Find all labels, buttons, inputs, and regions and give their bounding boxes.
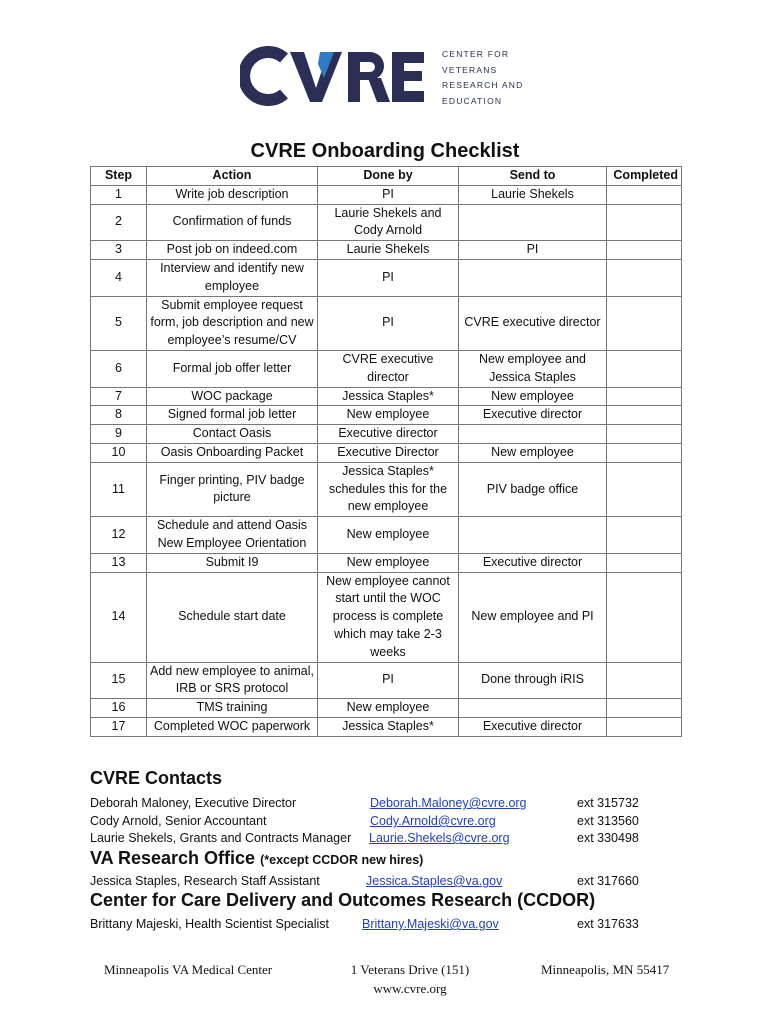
cell-step: 3 — [91, 241, 147, 260]
table-row — [91, 185, 682, 204]
contact-extension: ext 313560 — [577, 814, 639, 828]
cell-action: WOC package — [147, 387, 318, 406]
cell-completed — [607, 387, 682, 406]
contact-name: Brittany Majeski, Health Scientist Specialist — [90, 917, 329, 931]
table-row — [91, 387, 682, 406]
cell-step: 12 — [91, 517, 147, 554]
cell-send-to: Executive director — [459, 406, 607, 425]
table-row — [91, 443, 682, 462]
table-row — [91, 662, 682, 699]
cell-step: 1 — [91, 185, 147, 204]
contact-extension: ext 330498 — [577, 831, 639, 845]
cell-completed — [607, 517, 682, 554]
cell-step: 16 — [91, 699, 147, 718]
cell-completed — [607, 406, 682, 425]
va-research-office-heading — [90, 848, 423, 869]
contact-name: Cody Arnold, Senior Accountant — [90, 814, 267, 828]
contact-name: Jessica Staples, Research Staff Assistant — [90, 874, 320, 888]
table-row — [91, 204, 682, 241]
cell-done-by: Laurie Shekels — [318, 241, 459, 260]
cvre-logo-text — [442, 47, 523, 109]
cell-completed — [607, 185, 682, 204]
cell-action: Schedule start date — [147, 572, 318, 662]
contact-email-link[interactable]: Deborah.Maloney@cvre.org — [370, 796, 527, 810]
cell-completed — [607, 296, 682, 350]
contact-name: Deborah Maloney, Executive Director — [90, 796, 297, 810]
logo-line: VETERANS — [442, 64, 498, 75]
header-send-to: Send to — [459, 167, 607, 186]
contact-extension: ext 317633 — [577, 917, 639, 931]
table-row — [91, 717, 682, 736]
header-step: Step — [91, 167, 147, 186]
cell-send-to — [459, 699, 607, 718]
table-row — [91, 572, 682, 662]
va-heading-text: VA Research Office — [90, 848, 256, 868]
header-done-by: Done by — [318, 167, 459, 186]
cell-action: Schedule and attend Oasis New Employee Orientation — [147, 517, 318, 554]
cell-action: Finger printing, PIV badge picture — [147, 462, 318, 516]
cell-completed — [607, 572, 682, 662]
table-row — [91, 350, 682, 387]
cell-send-to — [459, 259, 607, 296]
ccdor-heading: Center for Care Delivery and Outcomes Research (CCDOR) — [90, 890, 596, 910]
cell-done-by: PI — [318, 296, 459, 350]
cell-send-to: Executive director — [459, 553, 607, 572]
header-action: Action — [147, 167, 318, 186]
cell-action: Submit I9 — [147, 553, 318, 572]
cell-done-by: New employee — [318, 699, 459, 718]
cell-done-by: New employee — [318, 406, 459, 425]
cell-action: Submit employee request form, job description and new employee’s resume/CV — [147, 296, 318, 350]
cell-action: Interview and identify new employee — [147, 259, 318, 296]
cell-step: 4 — [91, 259, 147, 296]
cell-send-to — [459, 204, 607, 241]
table-row — [91, 553, 682, 572]
cell-done-by: Executive Director — [318, 443, 459, 462]
footer-website: www.cvre.org — [373, 981, 447, 996]
cell-done-by: New employee cannot start until the WOC process is complete which may take 2-3 weeks — [318, 572, 459, 662]
cell-send-to: New employee — [459, 387, 607, 406]
cell-step: 10 — [91, 443, 147, 462]
cell-step: 6 — [91, 350, 147, 387]
table-row — [91, 406, 682, 425]
logo-line: EDUCATION — [442, 95, 503, 106]
cell-done-by: PI — [318, 259, 459, 296]
cell-action: Completed WOC paperwork — [147, 717, 318, 736]
logo-line: RESEARCH AND — [442, 80, 524, 90]
table-body — [91, 185, 682, 736]
contact-email-link[interactable]: Cody.Arnold@cvre.org — [370, 814, 496, 828]
contacts-heading: CVRE Contacts — [90, 768, 223, 788]
cell-done-by: Jessica Staples* schedules this for the new employee — [318, 462, 459, 516]
cell-step: 15 — [91, 662, 147, 699]
cell-send-to: Done through iRIS — [459, 662, 607, 699]
cell-send-to: New employee and PI — [459, 572, 607, 662]
cell-done-by: PI — [318, 662, 459, 699]
cell-send-to: Executive director — [459, 717, 607, 736]
cell-action: Confirmation of funds — [147, 204, 318, 241]
table-row — [91, 425, 682, 444]
cell-done-by: CVRE executive director — [318, 350, 459, 387]
cell-action: Add new employee to animal, IRB or SRS protocol — [147, 662, 318, 699]
cell-send-to: Laurie Shekels — [459, 185, 607, 204]
cell-completed — [607, 443, 682, 462]
cell-send-to — [459, 517, 607, 554]
cell-send-to: PIV badge office — [459, 462, 607, 516]
contact-email-link[interactable]: Jessica.Staples@va.gov — [366, 874, 503, 888]
cell-step: 7 — [91, 387, 147, 406]
table-row — [91, 296, 682, 350]
cvre-logo-mark — [240, 44, 430, 108]
cell-send-to: New employee — [459, 443, 607, 462]
cell-send-to: New employee and Jessica Staples — [459, 350, 607, 387]
cell-completed — [607, 259, 682, 296]
cell-step: 5 — [91, 296, 147, 350]
cell-completed — [607, 553, 682, 572]
cell-step: 9 — [91, 425, 147, 444]
logo-line: CENTER FOR — [442, 49, 510, 59]
cell-done-by: Executive director — [318, 425, 459, 444]
contact-extension: ext 315732 — [577, 796, 639, 810]
page-title: CVRE Onboarding Checklist — [250, 140, 520, 162]
header-completed: Completed — [607, 167, 682, 186]
contact-email-link[interactable]: Brittany.Majeski@va.gov — [362, 917, 499, 931]
table-header-row — [91, 167, 682, 186]
onboarding-checklist-table — [90, 166, 682, 737]
cell-completed — [607, 350, 682, 387]
footer-address — [300, 962, 520, 997]
cell-step: 17 — [91, 717, 147, 736]
cell-completed — [607, 462, 682, 516]
cell-step: 8 — [91, 406, 147, 425]
cell-send-to: CVRE executive director — [459, 296, 607, 350]
cell-completed — [607, 717, 682, 736]
footer-city: Minneapolis, MN 55417 — [541, 962, 670, 977]
table-row — [91, 462, 682, 516]
cell-send-to — [459, 425, 607, 444]
cell-step: 14 — [91, 572, 147, 662]
cell-done-by: New employee — [318, 553, 459, 572]
cell-action: TMS training — [147, 699, 318, 718]
cell-done-by: Jessica Staples* — [318, 387, 459, 406]
cell-action: Formal job offer letter — [147, 350, 318, 387]
cell-completed — [607, 699, 682, 718]
cell-completed — [607, 241, 682, 260]
cell-completed — [607, 204, 682, 241]
table-row — [91, 699, 682, 718]
cell-done-by: PI — [318, 185, 459, 204]
cell-done-by: New employee — [318, 517, 459, 554]
cell-step: 2 — [91, 204, 147, 241]
contact-extension: ext 317660 — [577, 874, 639, 888]
cell-step: 13 — [91, 553, 147, 572]
cell-action: Contact Oasis — [147, 425, 318, 444]
va-heading-note: (*except CCDOR new hires) — [260, 853, 424, 867]
cell-action: Signed formal job letter — [147, 406, 318, 425]
cvre-logo — [240, 44, 430, 108]
table-row — [91, 241, 682, 260]
footer-street: 1 Veterans Drive (151) — [350, 962, 470, 977]
table-row — [91, 517, 682, 554]
cell-done-by: Laurie Shekels and Cody Arnold — [318, 204, 459, 241]
footer-organization: Minneapolis VA Medical Center — [104, 962, 273, 977]
cell-done-by: Jessica Staples* — [318, 717, 459, 736]
cell-action: Oasis Onboarding Packet — [147, 443, 318, 462]
cell-step: 11 — [91, 462, 147, 516]
table-row — [91, 259, 682, 296]
contact-name: Laurie Shekels, Grants and Contracts Manager — [90, 831, 352, 845]
cell-completed — [607, 425, 682, 444]
cell-action: Post job on indeed.com — [147, 241, 318, 260]
contact-email-link[interactable]: Laurie.Shekels@cvre.org — [369, 831, 510, 845]
cell-send-to: PI — [459, 241, 607, 260]
cell-completed — [607, 662, 682, 699]
cell-action: Write job description — [147, 185, 318, 204]
